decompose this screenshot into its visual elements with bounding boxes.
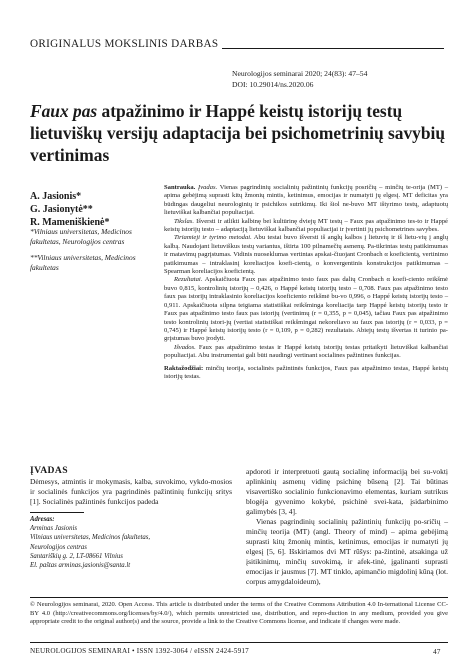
citation-block (232, 68, 367, 90)
page-number: 47 (433, 647, 441, 656)
keywords-text: minčių teorija, socialinės pažintinės funkcijos, Faux pas atpažinimo testas, Happé keistų istorijų testas. (164, 364, 448, 380)
abstract-conclusions (164, 344, 448, 361)
abstract-tikslas-text: Išversti ir atlikti kalbinę bei kultūrinę dviejų MT testų – Faux pas atpažinimo tes-to ir Happé keistų istorijų testo – adaptaciją lietuviškai kalbančiai populiacijai ir įvertinti jų psichometrines savybes. (164, 217, 448, 234)
abstract-methods (164, 234, 448, 276)
affiliation: **Vilniaus universitetas, Medicinos fakultetas (30, 253, 136, 272)
keywords (164, 365, 448, 382)
license-text: © Neurologijos seminarai, 2020. Open Access. This article is distributed under the terms of the Creative Commons Attribution 4.0 In-ternational License CC-BY 4.0 (http://creativecommons.org/licenses/by/4.0/), which permits unrestricted use, distribution, and repro-duction in any medium, provided you give appropriate credit to the original author(s) and the source, provide a link to the Creative Commons license, and indicate if changes were made. (30, 601, 448, 626)
header-rule (222, 48, 444, 49)
abstract-ivadas-label: Įvadas. (198, 184, 218, 191)
citation-doi: DOI: 10.29014/ns.2020.06 (232, 80, 314, 89)
abstract-rezultatai-text: Apskaičiuota Faux pas atpažinimo testo faux pas dalių Cronbach α koefi-ciento reikšmė buvo 0,815, kontrolinių istorijų – 0,426, o Happé keistų istorijų testo – 0,708. Faux pas atpažinimo testo faux pas istorijų intraklasinio koreliacijos koeficiento reikšmė bu-vo 0,996, o Happé keistų istorijų testo – 0,911. Apskaičiuota silpna teigiama statistiškai reikšminga koreliacija tarp Happé keistų istorijų testo ir Faux pas atpažinimo testo faux pas istorijų (vertinimų (r = 0,355, p = 0,045), tačiau Faux pas atpažinimo testo kontrolinių istori-jų (vertiai statistiškai reikšmingai nekoreliavo su faux pas istorijų (r = 0,033, p = 0,745) ir Happé keistų istorijų testo (r = 0,109, p = 0,282) rezultatais. Abiejų testų išvertas it turinio pa-grįstumas buvo įrodyti. (164, 276, 448, 343)
author: A. Jasionis* (30, 191, 82, 202)
abstract-intro (164, 184, 448, 218)
keywords-label: Raktažodžiai: (164, 364, 204, 372)
article-title (30, 100, 450, 166)
author: G. Jasionytė** (30, 204, 93, 215)
correspondence-address (30, 515, 232, 570)
abstract-rezultatai-label: Rezultatai. (174, 276, 203, 284)
address-line: Santariškių g. 2, LT-08661 Vilnius (30, 552, 123, 560)
abstract-isvados-text: Faux pas atpažinimo testas ir Happé keistų istorijų testas pritaikyti lietuviškai kalbančiai populiacijai. Abu instrumentai gali būti naudingi vertinant socialines pažintines funkcijas. (164, 343, 448, 360)
abstract-metodai-label: Tiriamieji ir tyrimo metodai. (174, 234, 252, 242)
intro-paragraph: Vienas pagrindinių socialinių pažintinių funkcijų po-sričių – minčių teorija (MT) (angl. Theory of mind) – apima gebėjimą suprasti kitų žmonių mintis, ketinimus, emocijas ir numatyti jų elgesį [5, 6]. Išskiriamos dvi MT rūšys: pa-žintinė, atsakinga už įsitikinimų, minčių suvokimą, ir afek-tinė, įgalinanti suprasti emocijas ir jausmus [7]. MT tinklo, apimančio migdolinį kūną (lot. corpus amygdaloideum), (246, 517, 448, 586)
abstract-results (164, 276, 448, 343)
address-rule (30, 512, 84, 513)
abstract-label: Santrauka. (164, 184, 196, 191)
address-line: Neurologijos centras (30, 543, 87, 551)
author-list (30, 190, 160, 229)
intro-column-right (246, 467, 448, 587)
address-email[interactable]: El. paštas arminas.jasionis@santa.lt (30, 562, 131, 570)
title-italic: Faux pas (30, 101, 98, 121)
citation-journal: Neurologijos seminarai 2020; 24(83): 47–54 (232, 69, 368, 78)
address-label: Adresas: (30, 516, 55, 523)
section-heading: ĮVADAS (30, 465, 68, 476)
abstract-metodai-text: Abu testai buvo išversti iš anglų kalbos į lietuvių ir iš lietu-vių į anglų kalbą. Naudojant lietuviškus testų variantus, ištirta 100 pilnamečių asmenų. Pa-tikrintas testų patikimumas ir matavimų pagrįstumas. Vidinis nuoseklumas vertintas apskai-čiuojant Cronbach α koeficientą, vertinimo patikimumas – intraklasinį koreliacijos koefi-cientą, o konvergentinis konstrukcijos patikimumas – Spearman koreliacijos koeficientą. (164, 234, 448, 276)
title-rest: atpažinimo ir Happé keistų istorijų testų lietuviškų versijų adaptacija bei psichometrinių savybių vertinimas (30, 101, 446, 165)
affiliations (30, 227, 160, 279)
abstract-aim (164, 218, 448, 235)
intro-column-left: Dėmesys, atmintis ir mokymasis, kalba, suvokimo, vykdo-mosios ir socialinės funkcijos yra pagrindinės pažintinių funkcijų sritys [1]. Socialinės pažintinės funkcijos padeda (30, 477, 232, 506)
affiliation: *Vilniaus universitetas, Medicinos fakultetas, Neurologijos centras (30, 227, 132, 246)
abstract-isvados-label: Išvados. (174, 343, 196, 351)
abstract-tikslas-label: Tikslas. (174, 217, 194, 225)
abstract-ivadas-text: Vienas pagrindinių socialinių pažintinių funkcijų posričių – minčių te-orija (MT) – apima gebėjimą suprasti kitų žmonių mintis, ketinimus, emocijas ir numatyti jų elgesį. MT deficitas yra būdingas daugeliui neurologinių ir psichikos sutrikimų. Iki šiol ne-buvo MT ištyrimo testų, adaptuotų lietuviškai kalbančiai populiacijai. (164, 184, 448, 217)
intro-paragraph: apdoroti ir interpretuoti gautą socialinę informaciją bei su-voktị aplinkinių asmenų vidinę psichinę būseną [2]. Tai būtinas visavertiško socialinio funkcionavimo elementas, kuriam sutrikus blogėja gyvenimo kokybė, psichinė svei-kata, įsidarbinimo galimybės [3, 4]. (246, 467, 448, 516)
address-line: Vilniaus universitetas, Medicinos fakultetas, (30, 534, 151, 542)
abstract (164, 184, 448, 381)
footer-journal: NEUROLOGIJOS SEMINARAI • ISSN 1392-3064 / eISSN 2424-5917 (30, 647, 249, 655)
author: R. Mameniškienė* (30, 217, 110, 228)
footer-rule (30, 642, 448, 643)
license-rule (30, 597, 448, 598)
address-line: Arminas Jasionis (30, 525, 78, 533)
running-title: ORIGINALUS MOKSLINIS DARBAS (30, 38, 219, 50)
